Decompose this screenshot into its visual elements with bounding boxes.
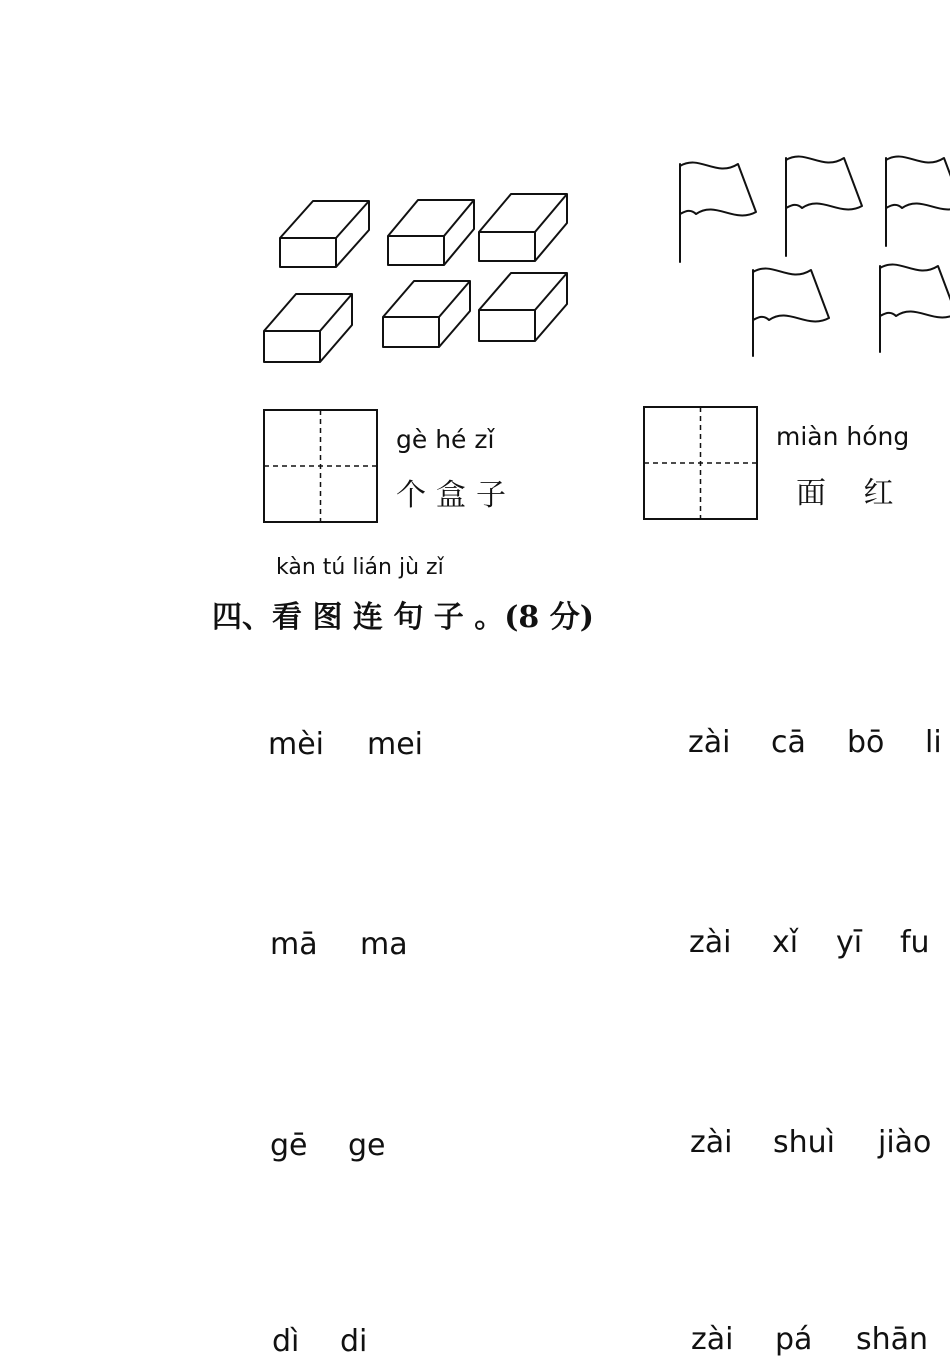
subject-pinyin-syllable: dì <box>272 1324 300 1359</box>
subject-pinyin-syllable: mā <box>270 927 318 962</box>
subject-pinyin-syllable: mèi <box>268 727 325 762</box>
predicate-pinyin-syllable: zài <box>690 1125 733 1160</box>
flags-hanzi: 面 红 <box>796 476 908 511</box>
predicate-pinyin-syllable: fu <box>900 925 930 960</box>
predicate-pinyin-syllable: zài <box>691 1322 734 1357</box>
subject-pinyin-syllable: di <box>340 1324 368 1359</box>
subject-pinyin-syllable: ma <box>360 927 408 962</box>
predicate-pinyin-syllable: zài <box>689 925 732 960</box>
answer-grid-box[interactable] <box>264 410 377 522</box>
predicate-pinyin-syllable: cā <box>771 725 806 760</box>
section-heading: 四、看 图 连 句 子 。(8 分) <box>212 600 594 635</box>
subject-pinyin-syllable: mei <box>367 727 424 762</box>
boxes-pinyin: gè hé zǐ <box>396 425 495 454</box>
flags-pinyin: miàn hóng <box>776 422 910 451</box>
predicate-pinyin-syllable: shān <box>856 1322 929 1357</box>
predicate-pinyin-syllable: shuì <box>773 1125 835 1160</box>
predicate-pinyin-syllable: bō <box>847 725 885 760</box>
subject-pinyin-syllable: ge <box>348 1128 386 1163</box>
predicate-pinyin-syllable: jiào <box>878 1125 932 1160</box>
predicate-pinyin-syllable: pá <box>775 1322 813 1357</box>
predicate-pinyin-syllable: li <box>925 725 942 760</box>
predicate-pinyin-syllable: yī <box>836 925 863 960</box>
predicate-pinyin-syllable: xǐ <box>772 925 799 960</box>
boxes-hanzi: 个盒子 <box>396 478 516 513</box>
answer-grid-box[interactable] <box>644 407 757 519</box>
subject-pinyin-syllable: gē <box>270 1128 308 1163</box>
section-heading-pinyin: kàn tú lián jù zǐ <box>276 555 444 580</box>
predicate-pinyin-syllable: zài <box>688 725 731 760</box>
